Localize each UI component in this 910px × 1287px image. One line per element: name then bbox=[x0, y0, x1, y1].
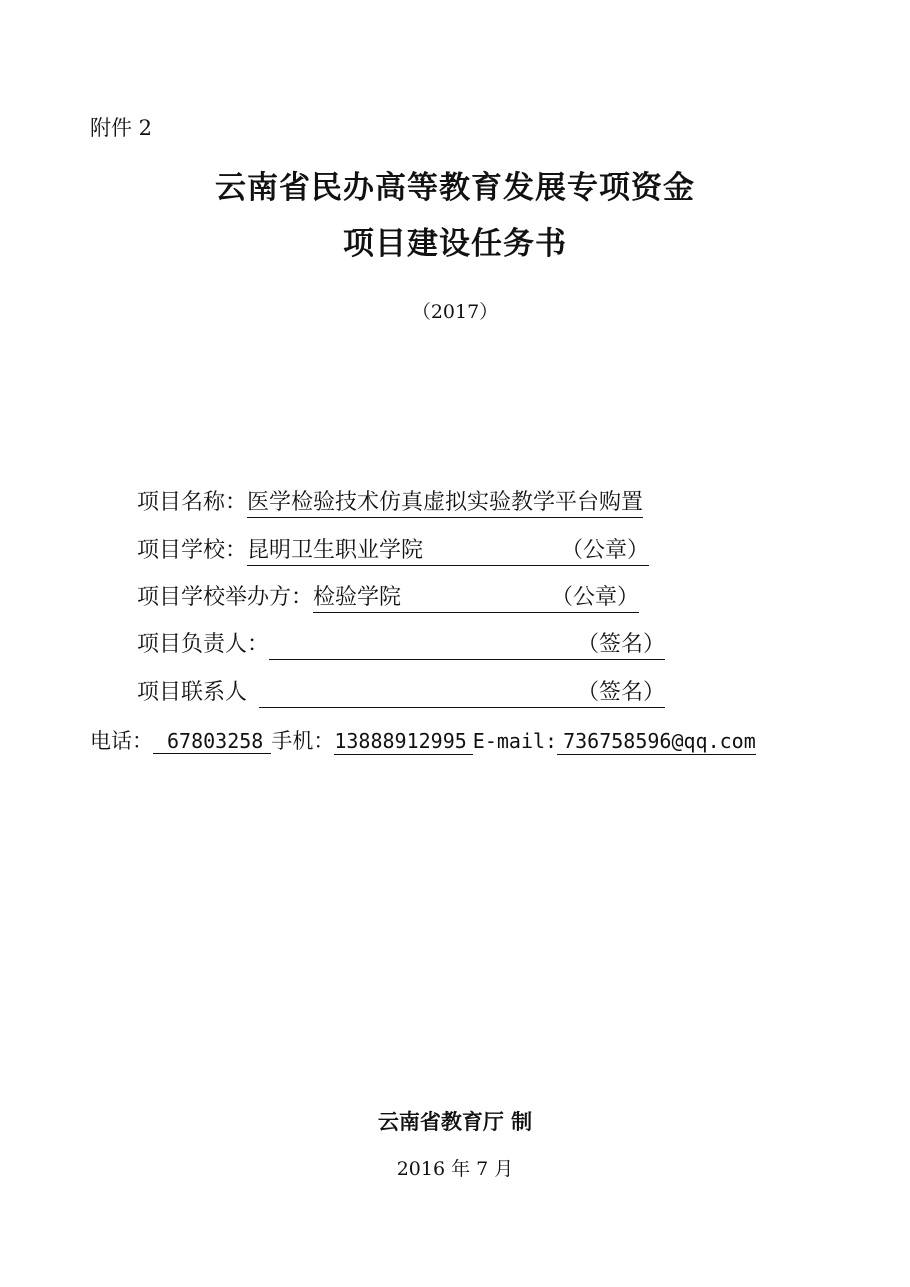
phone-value: 67803258 bbox=[153, 729, 271, 754]
issuer: 云南省教育厅 制 bbox=[377, 1109, 533, 1134]
organizer-seal: （公章） bbox=[551, 585, 640, 610]
document-title-line2: 项目建设任务书 bbox=[343, 226, 567, 262]
email-label: E-mail: bbox=[472, 729, 558, 753]
document-year: （2017） bbox=[411, 301, 499, 323]
project-school-field bbox=[247, 533, 649, 566]
attachment-label: 附件 2 bbox=[90, 116, 153, 140]
leader-label: 项目负责人： bbox=[137, 632, 270, 657]
project-name-row bbox=[137, 485, 643, 518]
mobile-value: 13888912995 bbox=[334, 729, 472, 755]
phone-label: 电话： bbox=[90, 729, 153, 753]
project-school-seal: （公章） bbox=[561, 538, 650, 563]
issue-date: 2016 年 7 月 bbox=[396, 1158, 514, 1180]
contact-info-row bbox=[90, 725, 756, 755]
contact-person-label: 项目联系人 bbox=[137, 680, 248, 705]
leader-sign: （签名） bbox=[577, 632, 666, 657]
organizer-label: 项目学校举办方： bbox=[137, 585, 314, 610]
project-name-label: 项目名称： bbox=[137, 490, 248, 515]
email-value: 736758596@qq.com bbox=[557, 729, 756, 755]
contact-person-sign: （签名） bbox=[577, 680, 666, 705]
leader-field bbox=[269, 627, 665, 660]
project-name-value: 医学检验技术仿真虚拟实验教学平台购置 bbox=[247, 485, 643, 518]
document-title-line1: 云南省民办高等教育发展专项资金 bbox=[215, 170, 695, 206]
mobile-label: 手机： bbox=[271, 729, 335, 753]
project-school-label: 项目学校： bbox=[137, 538, 248, 563]
project-school-row bbox=[137, 533, 649, 566]
leader-row bbox=[137, 627, 665, 660]
contact-person-field bbox=[259, 675, 665, 708]
organizer-field bbox=[313, 580, 639, 613]
project-school-value: 昆明卫生职业学院 bbox=[247, 538, 424, 563]
contact-person-row bbox=[137, 675, 665, 708]
organizer-value: 检验学院 bbox=[313, 585, 402, 610]
organizer-row bbox=[137, 580, 639, 613]
